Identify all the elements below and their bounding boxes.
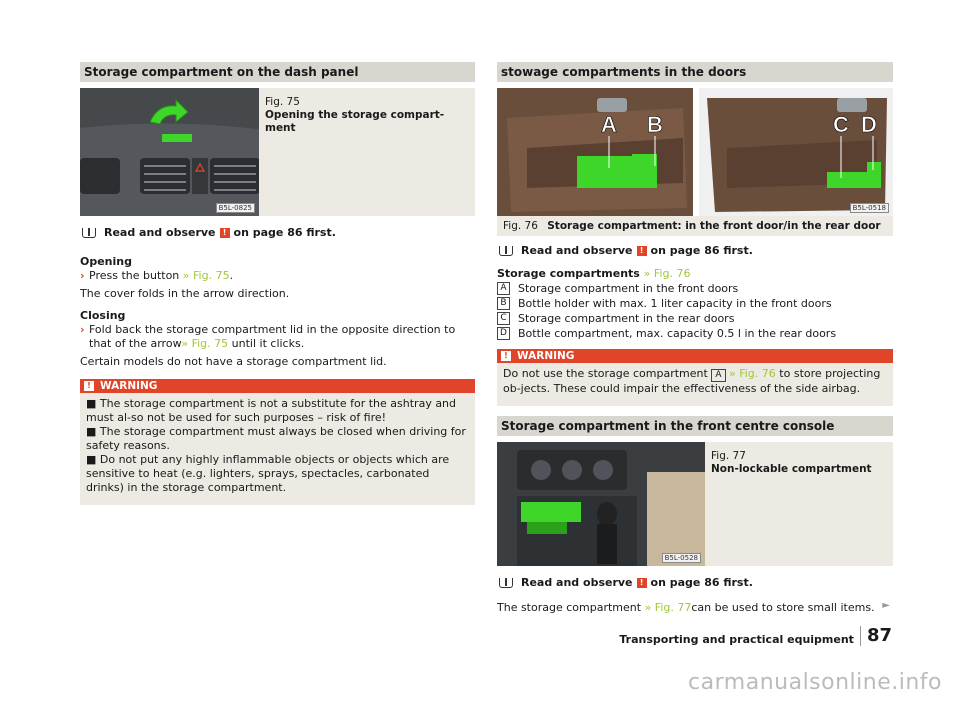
read-page-link[interactable]: on page 86 first. [650, 576, 753, 589]
figure-caption: Opening the storage compart-ment [265, 109, 445, 134]
dash-panel-illustration [80, 88, 259, 216]
figure-77-image [497, 442, 705, 566]
section-title: Storage compartment in the front centre console [497, 416, 893, 436]
read-text: Read and observe [104, 226, 216, 239]
door-label-a: A [601, 112, 617, 137]
warning-body [80, 393, 475, 505]
step-arrow-icon: › [80, 323, 85, 336]
door-label-d: D [861, 112, 877, 137]
book-icon [499, 246, 513, 256]
read-observe [80, 226, 475, 239]
warning-header: ! WARNING [497, 349, 893, 363]
list-item: A Storage compartment in the front doors [497, 281, 893, 296]
figure-number: Fig. 76 [503, 220, 538, 232]
page-footer [619, 626, 892, 646]
figure-77 [497, 442, 893, 566]
warning-icon: ! [84, 381, 94, 391]
image-code: B5L-0825 [216, 203, 255, 213]
warning-body: Do not use the storage compartment A » Fig. 76 to store projecting ob-jects. These could impair the effectiveness of the side airbag. [503, 367, 881, 395]
opening-step: › Press the button » Fig. 75. [80, 269, 234, 282]
figure-caption: Non-lockable compartment [711, 463, 872, 475]
left-column [80, 62, 475, 505]
warning-icon: ! [637, 578, 647, 588]
book-icon [82, 228, 96, 238]
figure-77-caption [705, 442, 878, 566]
warning-item: ■ The storage compartment must always be closed when driving for safety reasons. [86, 425, 466, 452]
image-code: B5L-0518 [850, 203, 889, 213]
figure-76-image [497, 88, 893, 216]
figure-75 [80, 88, 475, 216]
figure-76-caption [497, 216, 893, 236]
storage-heading: Storage compartments » Fig. 76 [497, 267, 691, 280]
tag-d: D [497, 327, 510, 340]
section-title: stowage compartments in the doors [497, 62, 893, 82]
list-item: D Bottle compartment, max. capacity 0.5 l in the rear doors [497, 326, 893, 341]
closing-step: › Fold back the storage compartment lid in the opposite direction to that of the arrow» Fig. 75 until it clicks. [80, 323, 456, 350]
fig-75-link[interactable]: » Fig. 75 [181, 337, 229, 350]
watermark: carmanualsonline.info [688, 670, 942, 695]
read-text: Read and observe [521, 576, 633, 589]
warning-icon: ! [501, 351, 511, 361]
figure-caption: Storage compartment: in the front door/in the rear door [547, 220, 881, 232]
read-observe [497, 576, 893, 589]
warning-box [497, 349, 893, 406]
door-label-b: B [647, 112, 663, 137]
fig-75-link[interactable]: » Fig. 75 [182, 269, 230, 282]
read-observe [497, 244, 893, 257]
closing-heading: Closing [80, 309, 126, 322]
section-title: Storage compartment on the dash panel [80, 62, 475, 82]
image-code: B5L-0528 [662, 553, 701, 563]
figure-75-image [80, 88, 259, 216]
step-arrow-icon: › [80, 269, 85, 282]
page-number: 87 [860, 626, 892, 646]
door-label-c: C [833, 112, 849, 137]
right-column [497, 62, 893, 615]
cover-text: The cover folds in the arrow direction. [80, 287, 290, 300]
fig-76-link[interactable]: » Fig. 76 [643, 267, 691, 280]
chapter-title: Transporting and practical equipment [619, 633, 854, 646]
models-text: Certain models do not have a storage compartment lid. [80, 355, 387, 368]
figure-75-caption [259, 88, 475, 216]
storage-list [497, 281, 893, 341]
list-item: C Storage compartment in the rear doors [497, 311, 893, 326]
tag-a: A [711, 369, 725, 382]
doors-illustration [497, 88, 893, 216]
centre-console-illustration [497, 442, 705, 566]
warning-item: ■ Do not put any highly inflammable objects or objects which are sensitive to heat (e.g. lighters, sprays, spectacles, carbonated drinks) in the storage compartment. [86, 453, 450, 494]
continue-arrow-icon: ► [882, 600, 890, 611]
book-icon [499, 578, 513, 588]
read-page-link[interactable]: on page 86 first. [233, 226, 336, 239]
opening-heading: Opening [80, 255, 132, 268]
warning-header: ! WARNING [80, 379, 475, 393]
fig-77-link[interactable]: » Fig. 77 [644, 601, 692, 614]
tag-c: C [497, 312, 510, 325]
warning-item: ■ The storage compartment is not a substitute for the ashtray and must al-so not be used for such purposes – risk of fire! [86, 397, 457, 424]
warning-icon: ! [637, 246, 647, 256]
fig-76-link[interactable]: » Fig. 76 [729, 367, 776, 380]
figure-number: Fig. 77 [711, 450, 746, 462]
read-page-link[interactable]: on page 86 first. [650, 244, 753, 257]
final-text: The storage compartment » Fig. 77can be used to store small items. [497, 601, 875, 614]
read-text: Read and observe [521, 244, 633, 257]
tag-b: B [497, 297, 510, 310]
figure-number: Fig. 75 [265, 96, 300, 108]
list-item: B Bottle holder with max. 1 liter capacity in the front doors [497, 296, 893, 311]
tag-a: A [497, 282, 510, 295]
warning-icon: ! [220, 228, 230, 238]
warning-box [80, 379, 475, 505]
